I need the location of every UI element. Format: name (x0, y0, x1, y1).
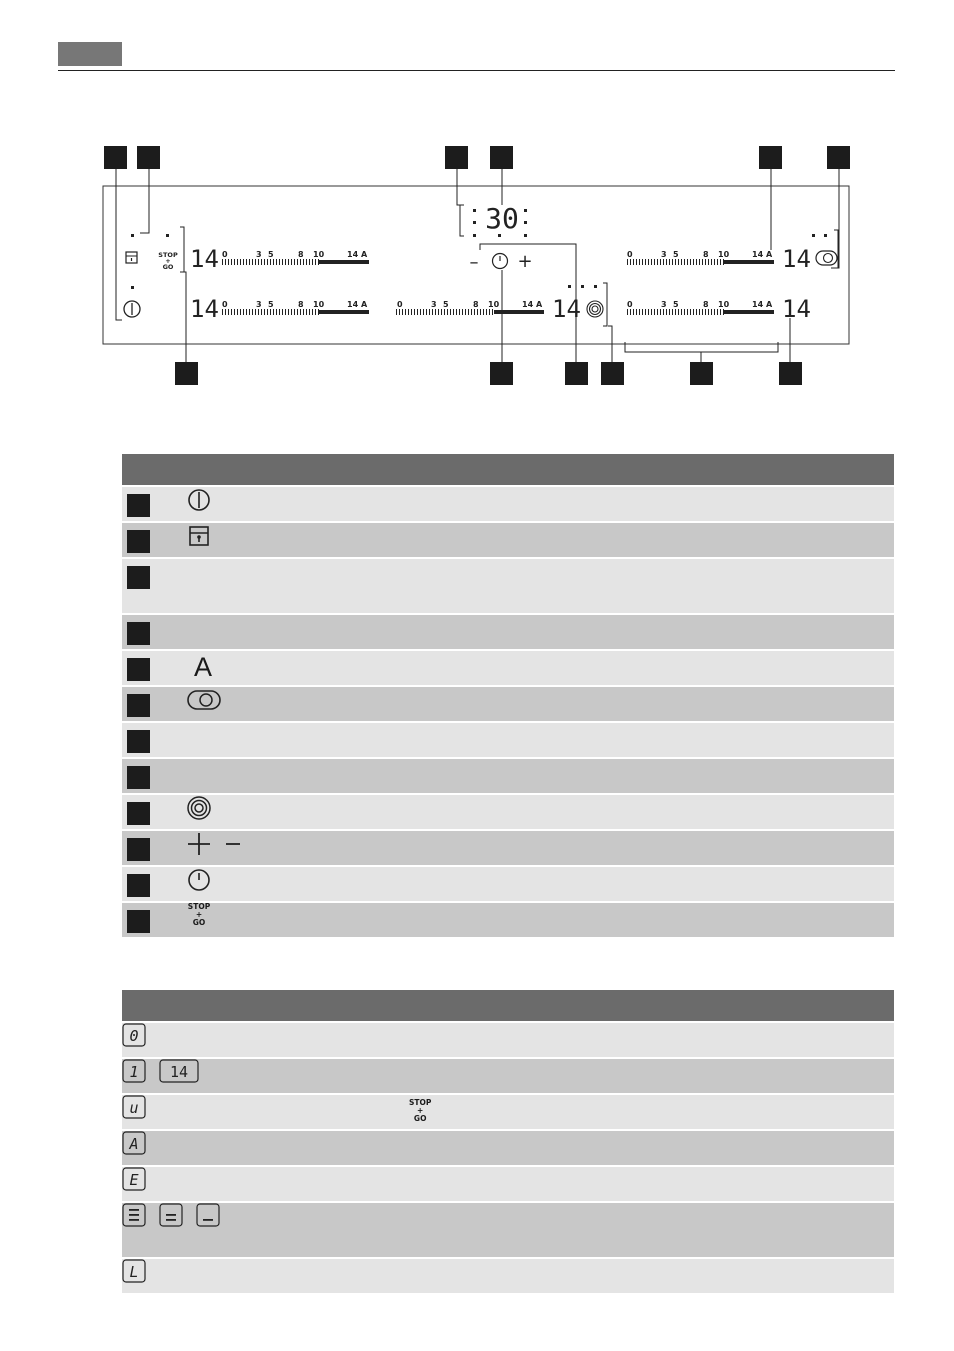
callout-marker (127, 802, 150, 825)
svg-text:u: u (129, 1099, 139, 1117)
callout-marker (127, 766, 150, 789)
scale-label: 8 (298, 300, 304, 309)
scale-label: 14 (347, 300, 359, 309)
table-row (122, 831, 894, 865)
bridge-button[interactable] (816, 251, 837, 265)
table-row (122, 523, 894, 557)
scale-label: 5 (268, 250, 274, 259)
scale-label: 3 (431, 300, 437, 309)
scale-label: 10 (718, 250, 730, 259)
scale-label: 3 (256, 300, 262, 309)
callout-marker (445, 146, 468, 169)
callout-marker (565, 362, 588, 385)
scale-label: 14 (752, 250, 764, 259)
display-symbol-u (122, 1095, 148, 1121)
scale-label: 14 (347, 250, 359, 259)
scale-label: 5 (673, 250, 679, 259)
callout-marker (127, 694, 150, 717)
display-symbol-l (122, 1259, 148, 1285)
scale-label: 0 (222, 250, 228, 259)
callout-marker (127, 530, 150, 553)
table-header (122, 454, 894, 485)
a-symbol: A (186, 651, 492, 685)
triple-ring-button[interactable] (587, 301, 603, 317)
plus-minus-icon (186, 831, 246, 857)
scale-label: 5 (268, 300, 274, 309)
control-panel-diagram (0, 0, 954, 420)
table-row (122, 1095, 894, 1129)
bridge-icon (186, 687, 222, 713)
svg-text:0: 0 (129, 1027, 139, 1045)
callout-marker (127, 838, 150, 861)
display-symbol-e (122, 1167, 148, 1193)
stop-text: STOP (187, 902, 211, 911)
scale-label: 8 (703, 300, 709, 309)
callout-marker (127, 658, 150, 681)
svg-text:E: E (129, 1171, 139, 1189)
timer-icon (186, 867, 212, 893)
zone-display: 14 (552, 295, 581, 323)
zone-display: 14 (190, 245, 219, 273)
table-row (122, 867, 894, 901)
scale-label: 3 (661, 300, 667, 309)
table-row (122, 559, 894, 613)
callout-marker (601, 362, 624, 385)
table-row (122, 615, 894, 649)
sensor-field-table (122, 452, 894, 939)
table-row (122, 903, 894, 937)
stop-go-stop-text: STOP (158, 251, 178, 259)
display-symbol-zero (122, 1023, 148, 1049)
timer-plus-button[interactable]: + (517, 251, 533, 272)
callout-marker (127, 566, 150, 589)
callout-marker (827, 146, 850, 169)
callout-marker (490, 146, 513, 169)
scale-label: 5 (443, 300, 449, 309)
svg-text:L: L (129, 1263, 139, 1281)
stop-go-go-text: GO (162, 263, 174, 271)
scale-label: 8 (473, 300, 479, 309)
power-slider[interactable] (396, 300, 544, 315)
scale-label: A (766, 250, 773, 259)
stop-go-icon (186, 903, 212, 927)
table-row (122, 1059, 894, 1093)
callout-marker (779, 362, 802, 385)
power-slider[interactable] (221, 250, 369, 265)
callout-marker (127, 730, 150, 753)
callout-marker (137, 146, 160, 169)
plus-text: + (417, 1106, 424, 1115)
table-row (122, 723, 894, 757)
scale-label: 14 (522, 300, 534, 309)
table-row (122, 759, 894, 793)
scale-label: 3 (256, 250, 262, 259)
display-table (122, 988, 894, 1295)
lock-button[interactable] (126, 252, 137, 263)
timer-display: 30 (485, 202, 519, 235)
display-symbol-a (122, 1131, 148, 1157)
svg-text:14: 14 (169, 1063, 189, 1081)
table-row (122, 1167, 894, 1201)
indicator-dots (131, 209, 827, 289)
scale-label: 8 (703, 250, 709, 259)
zone-display: 14 (782, 295, 811, 323)
lock-icon (186, 523, 212, 549)
scale-label: A (361, 250, 368, 259)
callout-marker (175, 362, 198, 385)
display-symbol-levels (122, 1059, 212, 1085)
scale-label: 8 (298, 250, 304, 259)
callout-marker (690, 362, 713, 385)
callout-marker (759, 146, 782, 169)
scale-label: 0 (397, 300, 403, 309)
scale-label: A (536, 300, 543, 309)
scale-label: 14 (752, 300, 764, 309)
on-off-button[interactable] (124, 301, 140, 317)
svg-text:1: 1 (129, 1063, 139, 1081)
table-row (122, 687, 894, 721)
table-row (122, 651, 894, 685)
scale-label: 0 (627, 300, 633, 309)
scale-label: 5 (673, 300, 679, 309)
scale-label: 3 (661, 250, 667, 259)
triple-ring-icon (186, 795, 212, 821)
zone-display: 14 (782, 245, 811, 273)
scale-label: 10 (313, 250, 325, 259)
callout-marker (127, 494, 150, 517)
stop-go-button[interactable] (158, 251, 178, 271)
go-text: GO (413, 1114, 427, 1123)
power-slider[interactable] (626, 300, 774, 315)
scale-label: 0 (222, 300, 228, 309)
scale-label: 10 (313, 300, 325, 309)
scale-label: 10 (718, 300, 730, 309)
table-row (122, 487, 894, 521)
callout-marker (490, 362, 513, 385)
callout-marker (127, 874, 150, 897)
stop-go-icon (409, 1099, 431, 1123)
timer-minus-button[interactable]: – (469, 252, 479, 273)
display-symbol-bars (122, 1203, 232, 1229)
table-row (122, 795, 894, 829)
power-slider[interactable] (221, 300, 369, 315)
scale-label: 10 (488, 300, 500, 309)
table-row (122, 1131, 894, 1165)
stop-go-plus-text: + (165, 257, 171, 265)
scale-label: A (766, 300, 773, 309)
table-row (122, 1203, 894, 1257)
plus-text: + (195, 910, 203, 919)
go-text: GO (192, 918, 206, 927)
scale-label: 0 (627, 250, 633, 259)
callout-marker (127, 910, 150, 933)
zone-display: 14 (190, 295, 219, 323)
table-row (122, 1259, 894, 1293)
on-off-icon (186, 487, 212, 513)
power-slider[interactable] (626, 250, 774, 265)
table-header (122, 990, 894, 1021)
timer-button[interactable] (493, 254, 508, 269)
svg-text:A: A (129, 1135, 139, 1153)
scale-label: A (361, 300, 368, 309)
callout-marker (127, 622, 150, 645)
table-row (122, 1023, 894, 1057)
stop-text: STOP (409, 1098, 432, 1107)
callout-marker (104, 146, 127, 169)
